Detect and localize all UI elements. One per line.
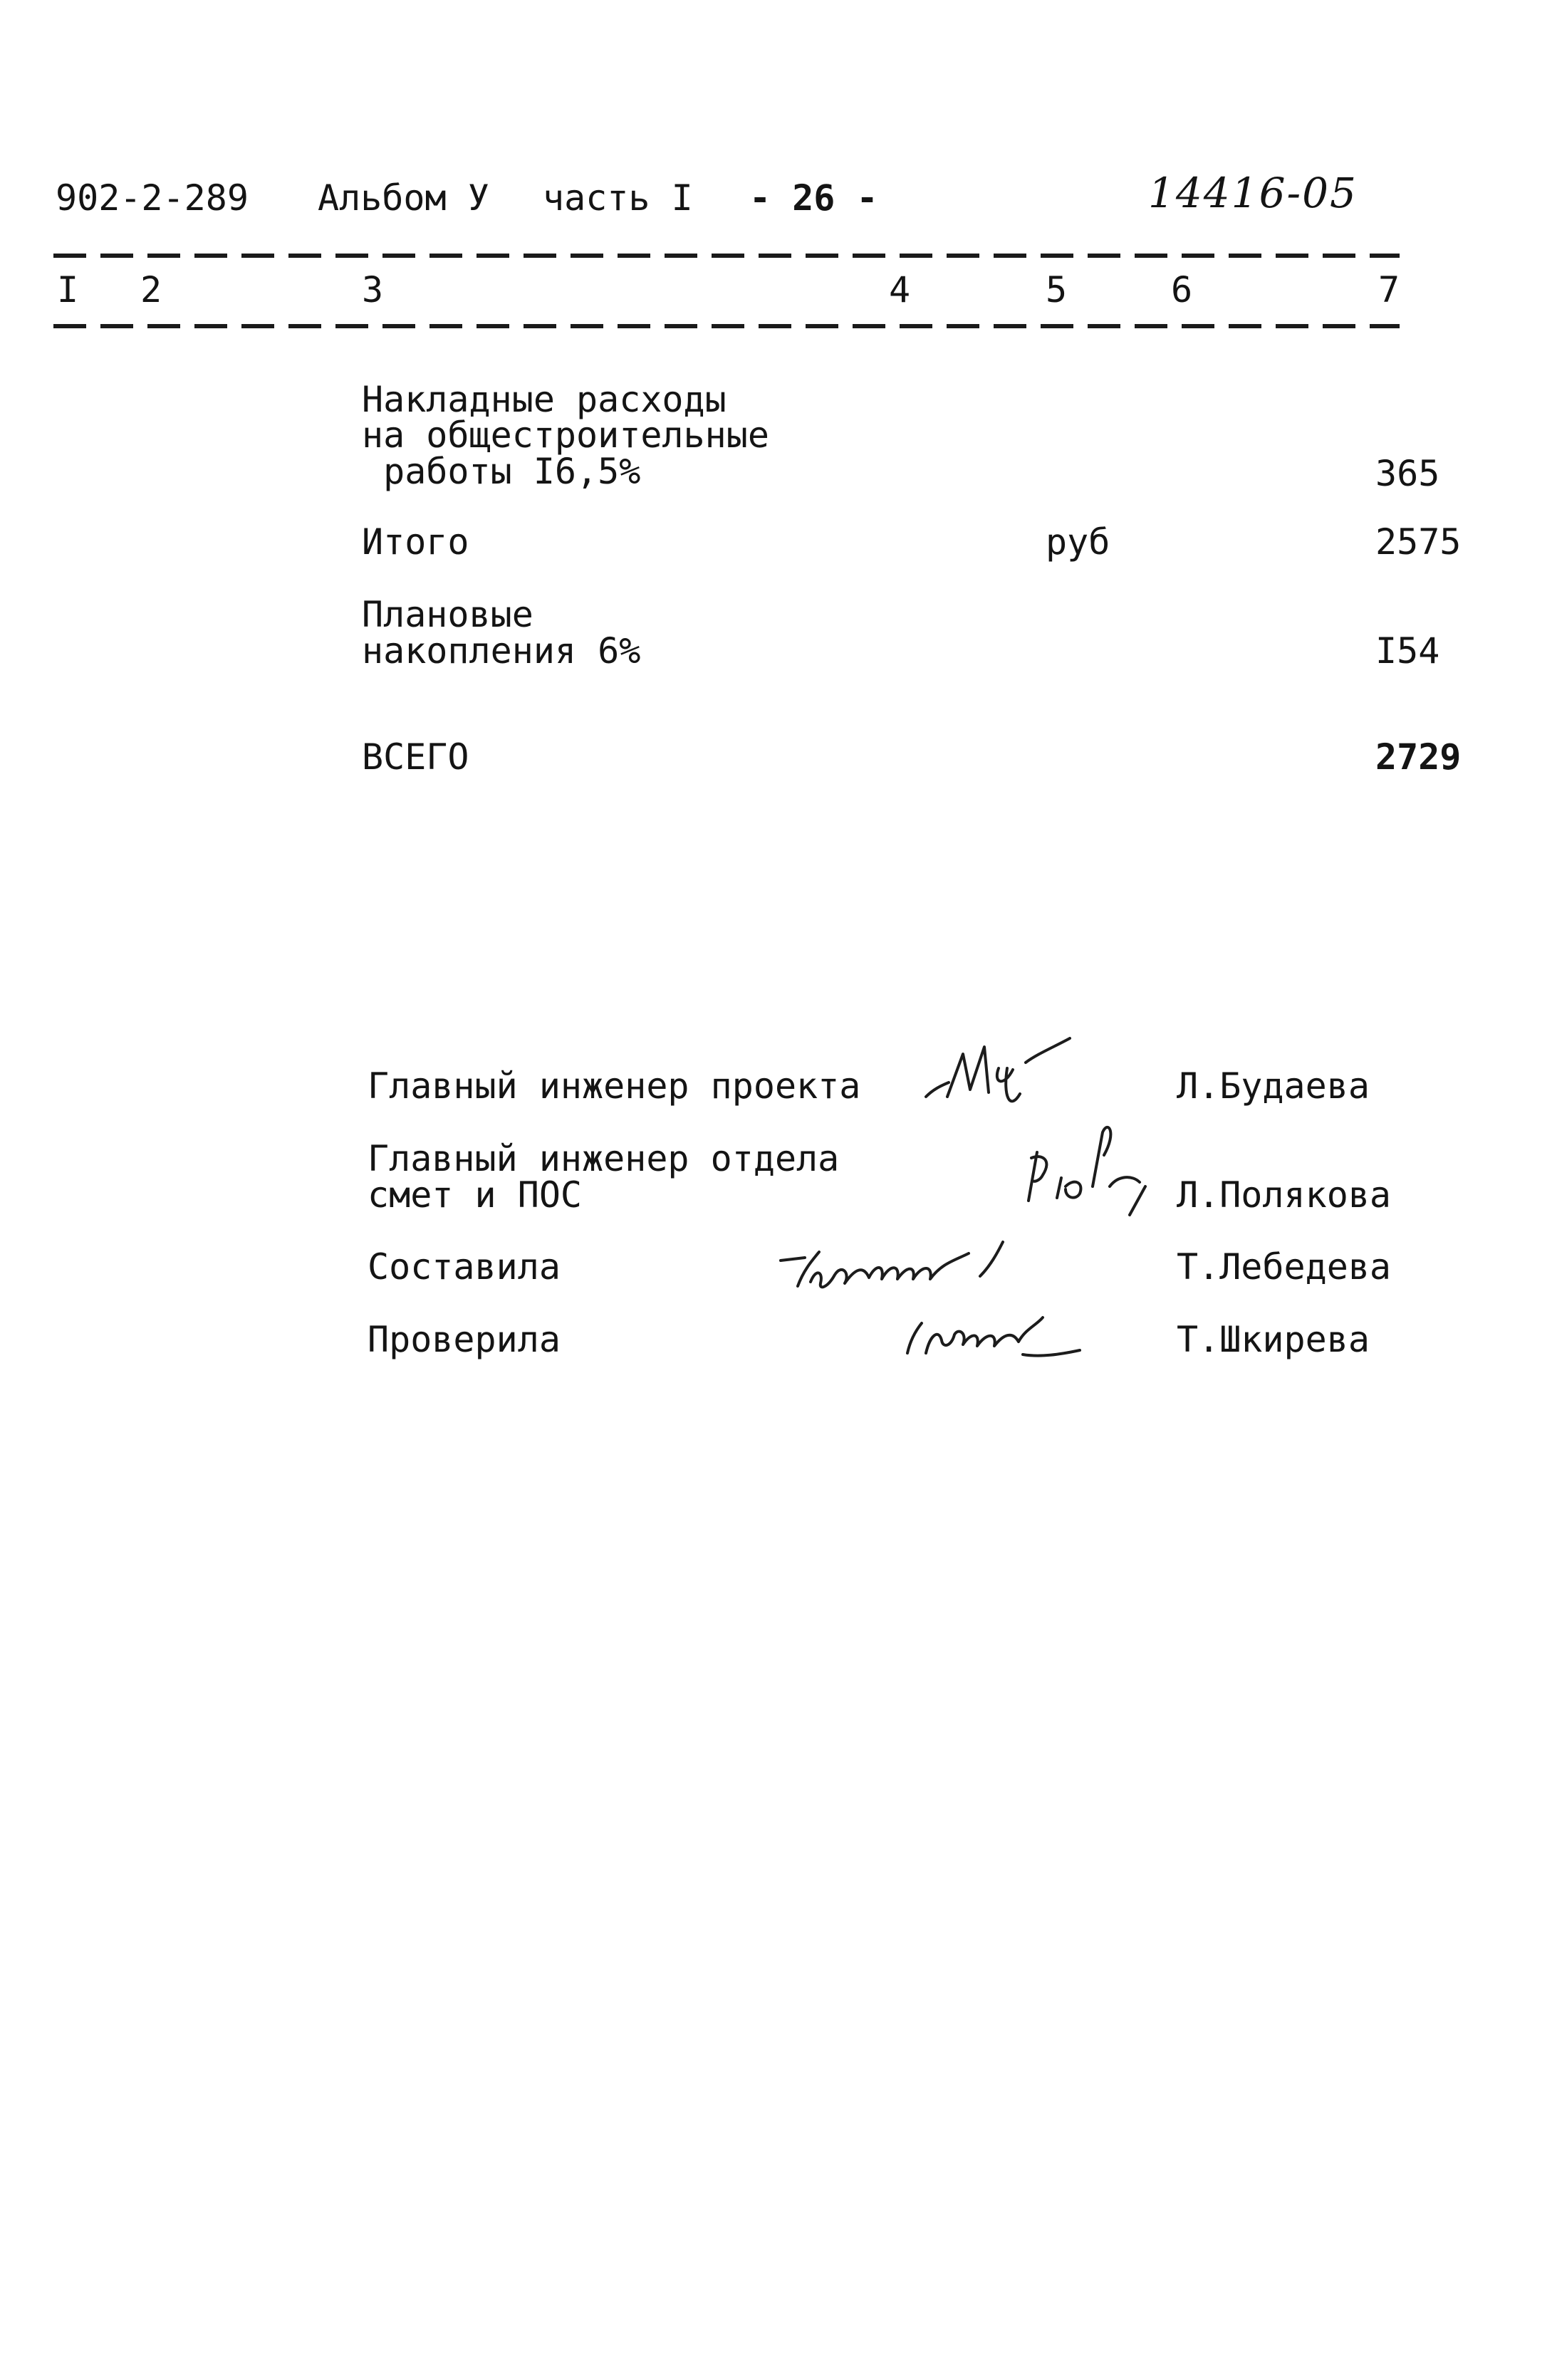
handwritten-signature-1 (919, 1018, 1083, 1118)
row-overhead-line-1: Накладные расходы (362, 379, 727, 420)
doc-code: 902-2-289 (56, 177, 249, 219)
row-planned-line-2: накопления 6% (362, 630, 641, 672)
column-number-5: 5 (1046, 269, 1068, 310)
column-number-2: 2 (140, 269, 162, 310)
row-planned-line-1: Плановые (362, 594, 533, 635)
column-number-1: I (57, 269, 79, 310)
row-subtotal-label: Итого (362, 521, 469, 563)
signature-role-2-line-2: смет и ПОС (368, 1174, 583, 1216)
signature-name-4: Т.Шкирева (1177, 1319, 1370, 1360)
signature-role-4: Проверила (368, 1319, 561, 1360)
row-overhead-value: 365 (1375, 453, 1440, 494)
column-number-3: 3 (362, 269, 384, 310)
column-number-7: 7 (1378, 269, 1400, 310)
handwritten-signature-3 (776, 1232, 1040, 1303)
signature-name-2: Л.Полякова (1177, 1174, 1392, 1216)
row-subtotal-unit: руб (1046, 521, 1110, 563)
row-subtotal-value: 2575 (1375, 521, 1462, 563)
signature-role-1: Главный инженер проекта (368, 1065, 861, 1107)
signature-role-3: Составила (368, 1246, 561, 1288)
signature-role-2-line-1: Главный инженер отдела (368, 1138, 840, 1179)
page-number: - 26 - (749, 177, 878, 219)
header-rule-bottom (53, 324, 1400, 328)
header-rule-top (53, 254, 1400, 258)
document-number: 14416-05 (1148, 169, 1358, 217)
handwritten-signature-4 (897, 1303, 1104, 1367)
signature-name-1: Л.Будаева (1177, 1065, 1370, 1107)
column-number-6: 6 (1171, 269, 1193, 310)
album-label: Альбом У (318, 177, 489, 219)
row-total-value: 2729 (1375, 736, 1462, 778)
row-overhead-line-3: работы I6,5% (362, 451, 641, 492)
signature-name-3: Т.Лебедева (1177, 1246, 1392, 1288)
handwritten-signature-2 (1019, 1118, 1182, 1218)
row-overhead-line-2: на общестроительные (362, 414, 769, 456)
column-number-4: 4 (889, 269, 911, 310)
row-planned-value: I54 (1375, 630, 1440, 672)
part-label: часть I (543, 177, 693, 219)
row-total-label: ВСЕГО (362, 736, 469, 778)
